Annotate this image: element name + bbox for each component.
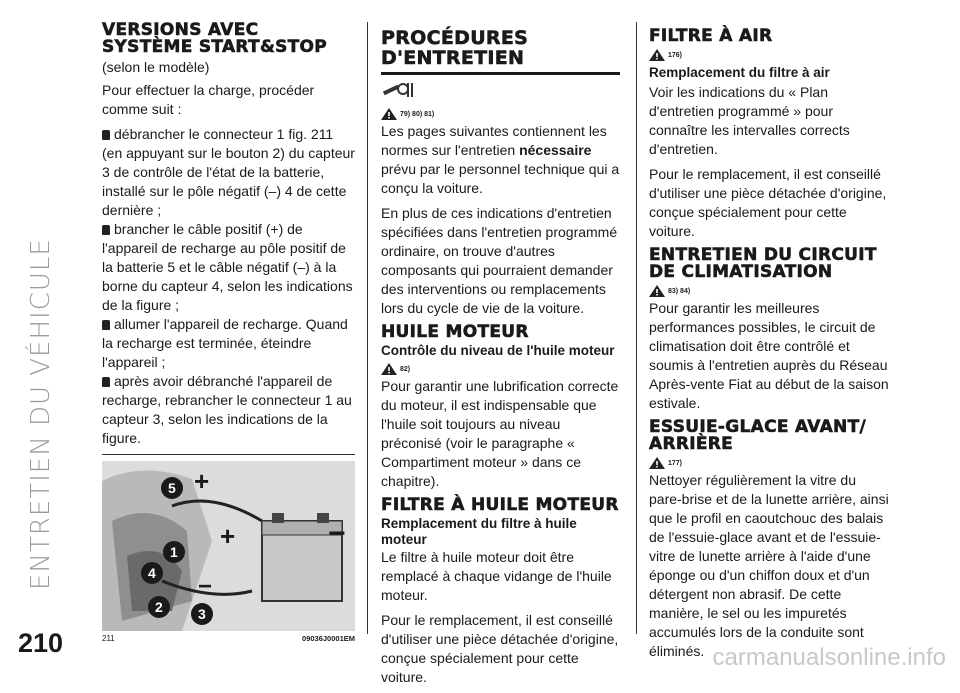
warning-reference: 79) 80) 81) (381, 108, 620, 120)
warning-icon (649, 49, 665, 61)
bullet-icon (102, 130, 110, 140)
warning-icon (649, 457, 665, 469)
plus-sign: + (194, 466, 210, 496)
warning-reference: 83) 84) (649, 285, 891, 297)
section-subheading: (selon le modèle) (102, 59, 210, 75)
paragraph: Nettoyer régulièrement la vitre du pare-brise et de la lunette arrière, ainsi que le profil en caoutchouc des balais de l'essuie-glace avant et de l'essuie-vitre de lunette arrière à l'aide d'une éponge ou d'un chiffon doux et d'un détergent non abrasif. De cette manière, le sel ou les impuretés accumulés lors de la conduite sont éliminés. (649, 472, 889, 659)
column-divider (636, 22, 637, 634)
list-item: brancher le câble positif (+) de l'appareil de recharge au pôle positif de la batterie 5 et le câble négatif (–) à la borne du capteur 4, selon les indications de la figure ; (102, 221, 353, 313)
warning-reference: 176) (649, 49, 891, 61)
paragraph: En plus de ces indications d'entretien spécifiées dans l'entretien programmé ordinaire, on trouve d'autres composants qui pourraient demander des interventions ou remplacements lors du cycle de vie de la voiture. (381, 205, 618, 316)
paragraph: Pour le remplacement, il est conseillé d'utiliser une pièce détachée d'origine, conçue spécialement pour cette voiture. (381, 612, 619, 685)
paragraph: Pour garantir une lubrification correcte du moteur, il est indispensable que l'huile soit toujours au niveau préconisé (voir le paragraphe « Compartiment moteur » dans ce chapitre). (381, 378, 619, 489)
paragraph: Pour le remplacement, il est conseillé d'utiliser une pièce détachée d'origine, conçue spécialement pour cette voiture. (649, 166, 887, 239)
warning-icon (381, 363, 397, 375)
section-heading: ESSUIE-GLACE AVANT/ ARRIÈRE (649, 417, 866, 454)
bullet-icon (102, 377, 110, 387)
paragraph: Le filtre à huile moteur doit être remplacé à chaque vidange de l'huile moteur. (381, 549, 612, 603)
minus-sign: − (328, 517, 346, 550)
section-heading: VERSIONS AVEC SYSTÈME START&STOP (102, 20, 328, 57)
paragraph: Les pages suivantes contiennent les normes sur l'entretien nécessaire prévu par le personnel technique qui a conçu la voiture. (381, 123, 620, 196)
bullet-icon (102, 225, 110, 235)
figure-number: 211 (102, 634, 115, 643)
list-item: allumer l'appareil de recharge. Quand la recharge est terminée, éteindre l'appareil ; (102, 316, 348, 370)
warning-reference: 177) (649, 457, 891, 469)
figure-rule (102, 454, 355, 455)
page-number: 210 (18, 628, 64, 658)
warning-icon (381, 108, 397, 120)
figure-caption (102, 634, 355, 643)
warning-icon (649, 285, 665, 297)
intro-text: Pour effectuer la charge, procéder comme suit : (102, 82, 315, 117)
paragraph: Pour garantir les meilleures performances possibles, le circuit de climatisation doit être contrôlé et soumis à l'entretien auprès du Réseau Après-vente Fiat au début de la saison estivale. (649, 300, 889, 411)
section-heading: FILTRE À AIR (649, 26, 773, 46)
bullet-icon (102, 320, 110, 330)
figure-callout: 3 (198, 606, 206, 622)
section-subheading: Remplacement du filtre à huile moteur (381, 516, 577, 547)
column-divider (367, 22, 368, 634)
figure-callout: 4 (148, 565, 156, 581)
chapter-side-title: ENTRETIEN DU VÉHICULE (26, 238, 56, 590)
section-subheading: Remplacement du filtre à air (649, 65, 830, 80)
figure-callout: 1 (170, 544, 178, 560)
minus-sign: − (198, 573, 213, 600)
figure-callout: 5 (168, 480, 176, 496)
column-start-stop (102, 22, 355, 643)
section-heading: PROCÉDURES D'ENTRETIEN (381, 28, 620, 75)
figure-callout: 2 (155, 599, 163, 615)
list-item: après avoir débranché l'appareil de recharge, rebrancher le connecteur 1 au capteur 3, selon les indications de la figure. (102, 373, 352, 446)
list-item: débrancher le connecteur 1 fig. 211 (en appuyant sur le bouton 2) du capteur 3 de contrôle de l'état de la batterie, installé sur le pôle négatif (–) 4 de cette dernière ; (102, 126, 355, 218)
section-heading: HUILE MOTEUR (381, 322, 529, 342)
tools-icon (381, 81, 620, 104)
section-heading: ENTRETIEN DU CIRCUIT DE CLIMATISATION (649, 245, 877, 282)
paragraph: Voir les indications du « Plan d'entretien programmé » pour connaître les intervalles corrects d'entretien. (649, 84, 850, 157)
column-maintenance (381, 22, 620, 693)
battery-figure (102, 461, 355, 631)
warning-reference: 82) (381, 363, 620, 375)
watermark: carmanualsonline.info (712, 644, 946, 671)
figure-code: 09036J0001EM (302, 634, 355, 643)
column-filters (649, 22, 891, 667)
section-heading: FILTRE À HUILE MOTEUR (381, 495, 619, 515)
section-subheading: Contrôle du niveau de l'huile moteur (381, 343, 615, 358)
plus-sign: + (220, 521, 236, 551)
